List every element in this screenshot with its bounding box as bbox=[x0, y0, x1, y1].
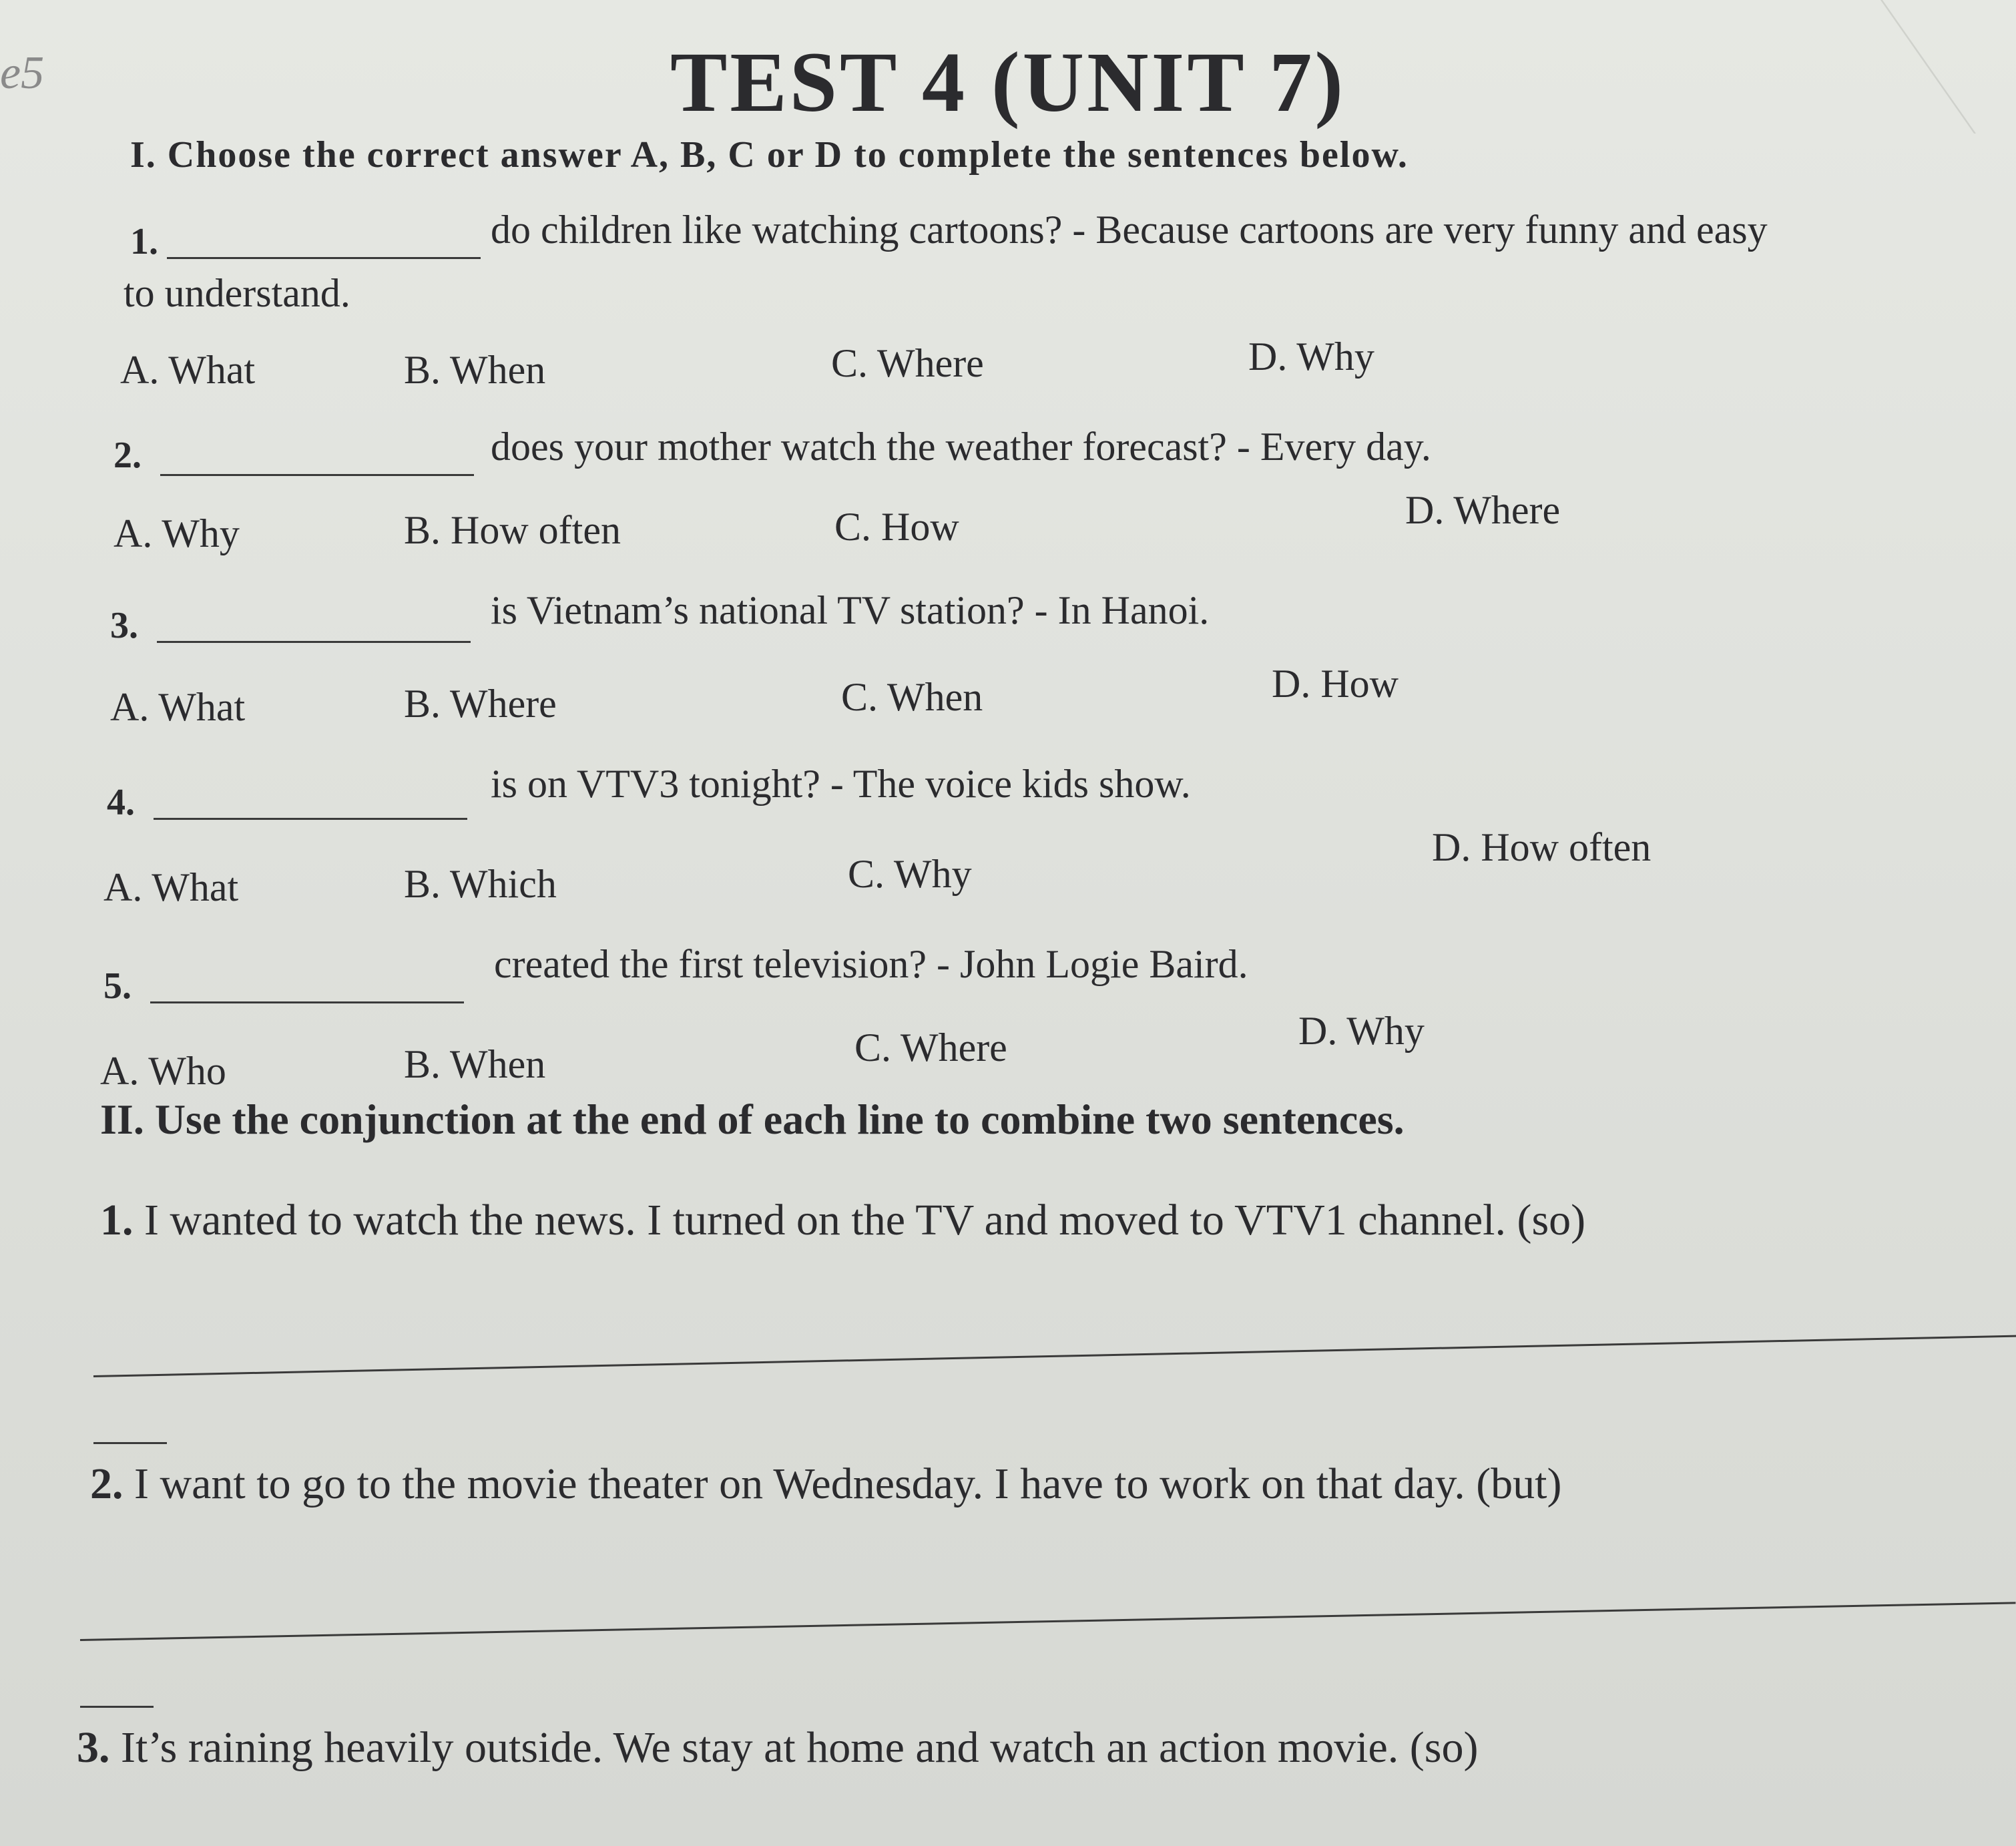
combine-item-2 bbox=[90, 1459, 1562, 1510]
combine-item-2-text: I want to go to the movie theater on Wednesday. I have to work on that day. (but) bbox=[134, 1459, 1562, 1508]
question-3-option-d[interactable]: D. How bbox=[1272, 662, 1399, 706]
question-5-option-d[interactable]: D. Why bbox=[1298, 1009, 1425, 1053]
section-2-heading: II. Use the conjunction at the end of each line to combine two sentences. bbox=[100, 1096, 1405, 1143]
question-4-option-a[interactable]: A. What bbox=[103, 865, 239, 909]
combine-item-1-answer-line[interactable] bbox=[93, 1335, 2016, 1377]
question-1-option-a[interactable]: A. What bbox=[120, 348, 256, 392]
question-1-option-b[interactable]: B. When bbox=[404, 348, 546, 392]
question-4-text: is on VTV3 tonight? - The voice kids show. bbox=[491, 762, 1191, 806]
combine-item-1-number: 1. bbox=[100, 1196, 134, 1244]
question-5-blank[interactable] bbox=[150, 1001, 464, 1003]
question-5-number: 5. bbox=[103, 965, 132, 1007]
question-2-text: does your mother watch the weather forecast? - Every day. bbox=[491, 425, 1431, 469]
question-5-option-a[interactable]: A. Who bbox=[100, 1049, 226, 1093]
stray-pencil-mark: e5 bbox=[0, 47, 45, 99]
question-3-option-c[interactable]: C. When bbox=[841, 675, 983, 719]
section-1-heading: I. Choose the correct answer A, B, C or D to complete the sentences below. bbox=[130, 134, 1409, 176]
question-2-option-d[interactable]: D. Where bbox=[1405, 488, 1561, 532]
question-1-text: do children like watching cartoons? - Because cartoons are very funny and easy bbox=[491, 208, 1768, 252]
question-1-option-d[interactable]: D. Why bbox=[1248, 334, 1374, 379]
question-5-text: created the first television? - John Logie Baird. bbox=[494, 942, 1248, 986]
question-4-option-c[interactable]: C. Why bbox=[848, 852, 972, 896]
combine-item-3 bbox=[77, 1722, 1478, 1773]
question-2-option-c[interactable]: C. How bbox=[834, 505, 959, 549]
question-3-option-b[interactable]: B. Where bbox=[404, 682, 557, 726]
question-2-option-b[interactable]: B. How often bbox=[404, 508, 621, 552]
question-3-number: 3. bbox=[110, 605, 138, 646]
combine-item-2-answer-line[interactable] bbox=[80, 1602, 2016, 1641]
combine-item-2-answer-line-end[interactable] bbox=[80, 1706, 154, 1708]
question-3-text: is Vietnam’s national TV station? - In Hanoi. bbox=[491, 588, 1210, 632]
question-3-option-a[interactable]: A. What bbox=[110, 685, 246, 729]
question-5-option-b[interactable]: B. When bbox=[404, 1042, 546, 1086]
question-2-blank[interactable] bbox=[160, 474, 474, 476]
question-1-option-c[interactable]: C. Where bbox=[831, 341, 984, 385]
question-4-blank[interactable] bbox=[154, 818, 467, 820]
question-4-option-b[interactable]: B. Which bbox=[404, 862, 557, 906]
question-3-blank[interactable] bbox=[157, 641, 471, 643]
question-5-option-c[interactable]: C. Where bbox=[854, 1025, 1007, 1070]
question-1-blank[interactable] bbox=[167, 257, 481, 259]
combine-item-3-text: It’s raining heavily outside. We stay at home and watch an action movie. (so) bbox=[121, 1723, 1479, 1772]
question-1-number: 1. bbox=[130, 221, 158, 262]
question-4-option-d[interactable]: D. How often bbox=[1432, 825, 1652, 869]
question-2-number: 2. bbox=[113, 435, 142, 476]
page-title: TEST 4 (UNIT 7) bbox=[670, 35, 1346, 130]
combine-item-1 bbox=[100, 1195, 1585, 1246]
combine-item-3-number: 3. bbox=[77, 1723, 110, 1772]
combine-item-1-answer-line-end[interactable] bbox=[93, 1442, 167, 1444]
combine-item-2-number: 2. bbox=[90, 1459, 123, 1508]
question-2-option-a[interactable]: A. Why bbox=[113, 511, 240, 555]
question-4-number: 4. bbox=[107, 782, 135, 823]
question-1-continuation: to understand. bbox=[123, 271, 350, 315]
combine-item-1-text: I wanted to watch the news. I turned on the TV and moved to VTV1 channel. (so) bbox=[144, 1196, 1586, 1244]
